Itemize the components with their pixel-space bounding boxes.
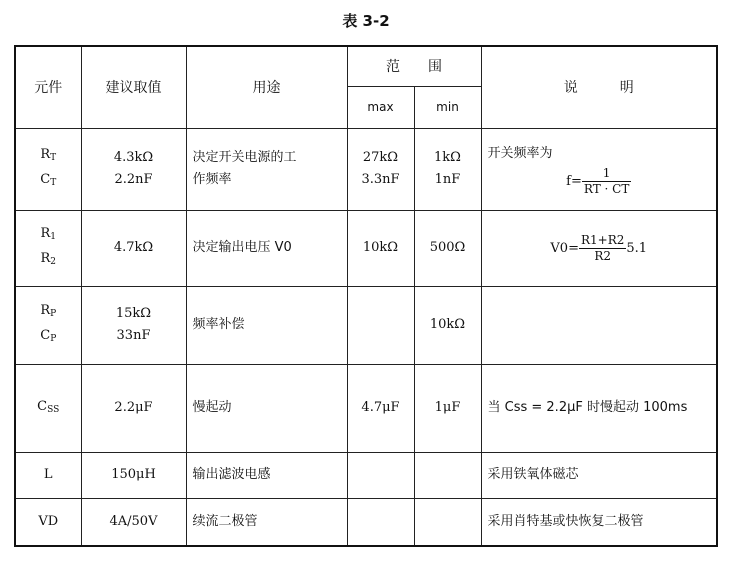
table-row [15,452,717,498]
table-row [15,128,717,210]
purpose-cell-line: 慢起动 [192,400,232,415]
purpose-cell-line: 续流二极管 [192,513,258,529]
max-cell-line: 3.3nF [361,172,400,187]
header-purpose: 用途 [186,46,347,128]
table-row [15,286,717,364]
notes-cell [481,286,717,364]
value-cell [81,498,186,546]
value-cell [81,364,186,452]
header-row [15,46,717,86]
component-cell-line: L [43,467,53,482]
component-cell-line: $C_T$ [40,172,57,188]
max-cell [347,498,414,546]
component-cell [15,498,81,546]
component-cell-line: $R_P$ [40,303,57,319]
purpose-cell [186,210,347,286]
header-range: 范 围 [347,46,481,86]
min-cell-line: 1kΩ [434,150,461,165]
value-cell-line: 2.2μF [114,400,153,415]
max-cell [347,364,414,452]
max-cell-line: 10kΩ [362,240,399,255]
min-cell [414,452,481,498]
value-cell [81,286,186,364]
formula-lhs: V0= [550,240,579,256]
fraction-denominator: R2 [594,248,612,263]
value-cell-line: 2.2nF [114,172,153,187]
notes-cell: 采用铁氧体磁芯 [481,452,717,498]
value-cell-line: 15kΩ [115,306,152,321]
header-notes: 说 明 [481,46,717,128]
header-min: min [414,86,481,128]
purpose-cell [186,286,347,364]
header-component: 元件 [15,46,81,128]
value-cell [81,210,186,286]
formula-lhs: f= [566,173,582,189]
value-cell-line: 150μH [111,467,156,482]
component-cell [15,364,81,452]
formula-rhs: 5.1 [626,240,648,256]
purpose-cell-line: 输出滤波电感 [192,467,271,482]
notes-cell: 采用肖特基或快恢复二极管 [481,498,717,546]
component-cell [15,452,81,498]
purpose-cell-line: 频率补偿 [192,317,245,332]
min-cell-line: 1nF [434,172,461,187]
fraction-denominator: RT · CT [583,181,630,196]
purpose-cell [186,498,347,546]
notes-text: 开关频率为 [487,145,553,161]
table-row [15,498,717,546]
formula [550,233,647,264]
value-cell-line: 33nF [116,328,151,343]
component-cell-line: $C_P$ [40,328,57,344]
max-cell [347,210,414,286]
component-cell [15,210,81,286]
fraction [582,166,631,197]
component-cell [15,286,81,364]
table-row [15,210,717,286]
min-cell [414,128,481,210]
value-cell-line: 4A/50V [109,513,158,529]
max-cell [347,452,414,498]
component-cell-line: VD [38,513,59,529]
fraction-numerator: 1 [582,166,631,182]
component-cell-line: $R_1$ [40,226,57,242]
value-cell [81,452,186,498]
value-cell [81,128,186,210]
max-cell [347,286,414,364]
value-cell-line: 4.3kΩ [113,150,154,165]
fraction-numerator: R1+R2 [580,232,625,247]
component-table [14,45,718,547]
notes-cell [481,210,717,286]
purpose-cell [186,128,347,210]
table-body [15,128,717,546]
value-cell-line: 4.7kΩ [113,240,154,255]
min-cell [414,210,481,286]
purpose-cell [186,364,347,452]
min-cell-line: 10kΩ [429,317,466,332]
min-cell [414,286,481,364]
header-value: 建议取值 [81,46,186,128]
notes-cell: 当 Css = 2.2μF 时慢起动 100ms [481,364,717,452]
formula [566,166,631,197]
min-cell-line: 1μF [434,400,461,415]
max-cell-line: 4.7μF [361,400,400,415]
max-cell [347,128,414,210]
notes-cell [481,128,717,210]
table-caption: 表 3-2 [342,12,390,30]
min-cell [414,364,481,452]
min-cell-line: 500Ω [429,240,466,255]
component-cell-line: $R_T$ [40,147,57,163]
max-cell-line: 27kΩ [362,150,399,165]
component-cell-line: $R_2$ [40,251,57,267]
purpose-cell [186,452,347,498]
purpose-cell-line: 决定开关电源的工 [192,150,297,165]
purpose-cell-line: 作频率 [192,172,232,187]
header-max: max [347,86,414,128]
table-row [15,364,717,452]
component-cell [15,128,81,210]
component-cell-line: $C_{SS}$ [37,398,60,415]
purpose-cell-line: 决定输出电压 V0 [192,240,292,255]
fraction [579,233,626,264]
min-cell [414,498,481,546]
